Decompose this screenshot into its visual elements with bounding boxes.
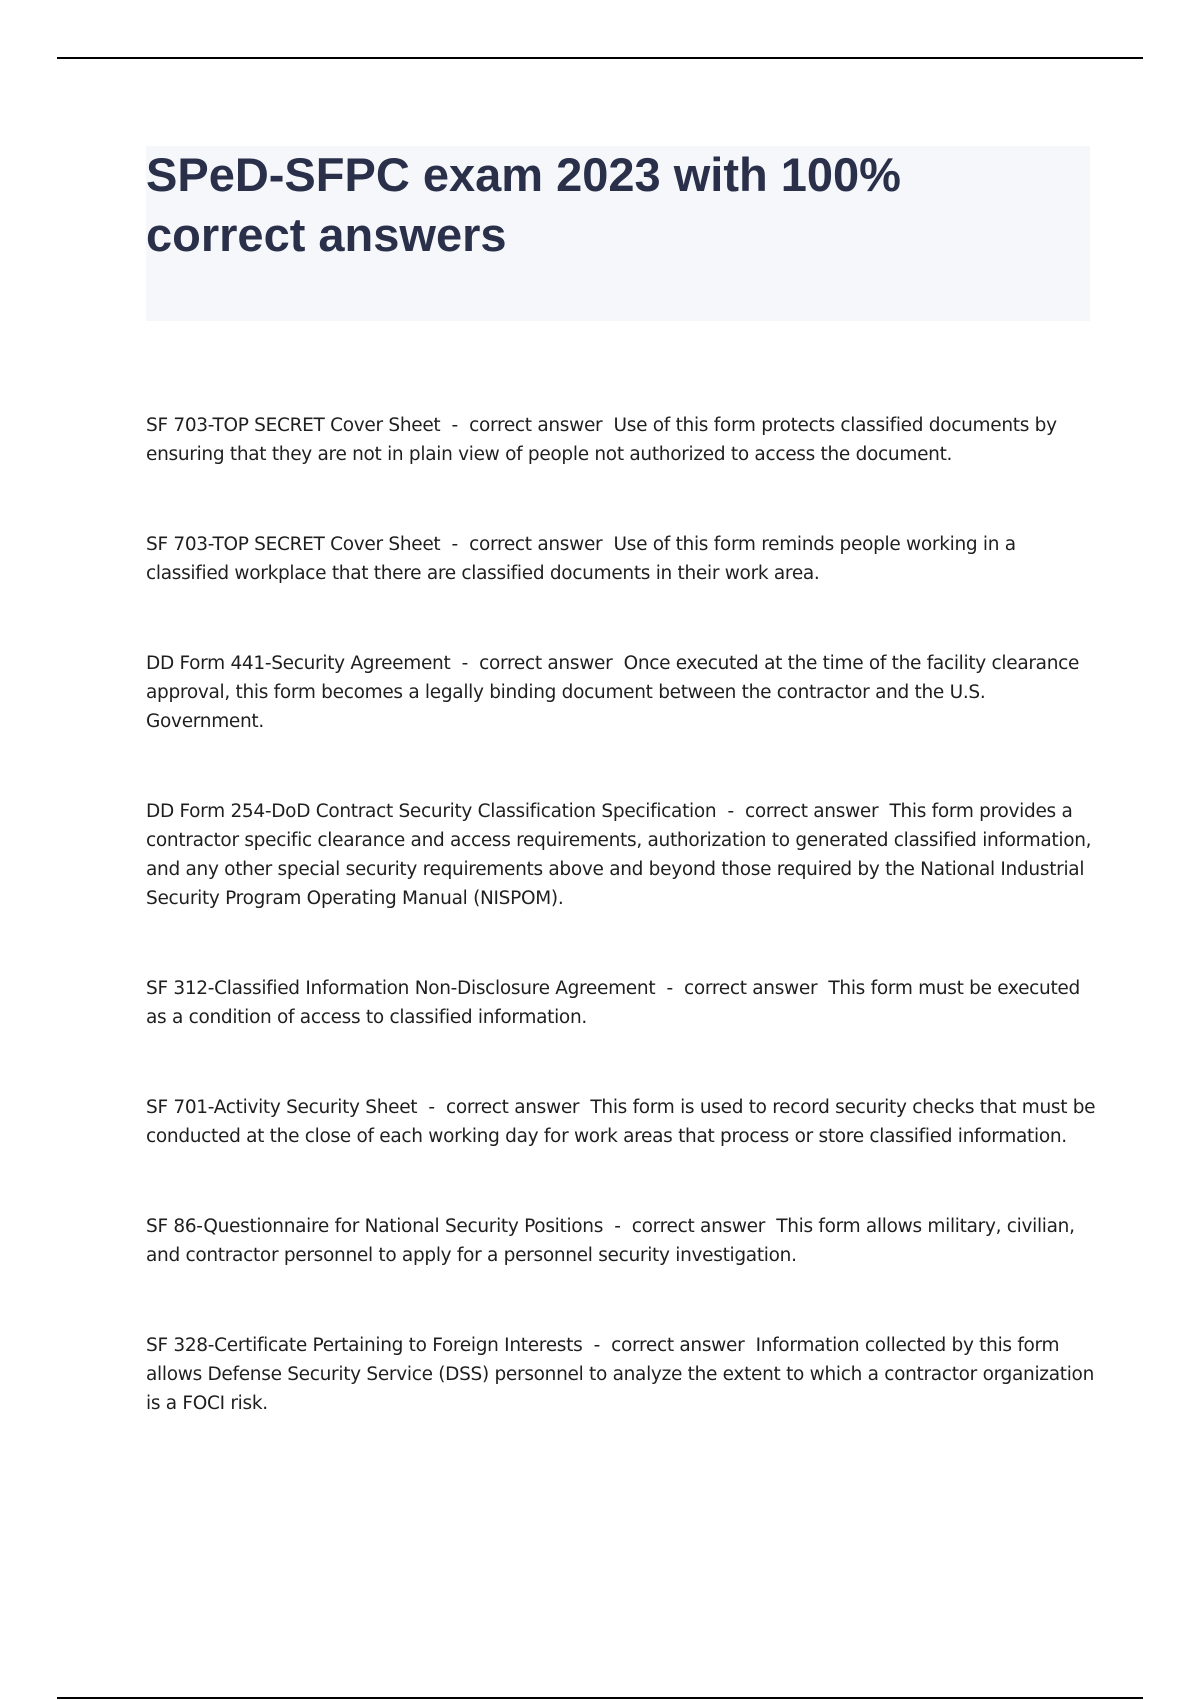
qa-entry — [146, 1093, 1096, 1151]
answer-separator: - correct answer — [417, 1097, 591, 1118]
qa-entry — [146, 797, 1096, 913]
entry-definition: Once executed at the time of the facility clearance approval, this form becomes a legally binding document between the contractor and the U.S. Government. — [146, 653, 1080, 732]
entry-definition: This form provides a contractor specific clearance and access requirements, authorization to generated classified information, and any other special security requirements above and beyond those required by the National Industrial Security Program Operating Manual (NISPOM). — [146, 801, 1092, 909]
qa-entry — [146, 1331, 1096, 1418]
entry-term: SF 312-Classified Information Non-Disclosure Agreement — [146, 978, 656, 999]
entry-definition: Use of this form protects classified documents by ensuring that they are not in plain view of people not authorized to access the document. — [146, 415, 1057, 465]
entry-term: SF 703-TOP SECRET Cover Sheet — [146, 534, 441, 555]
entry-term: SF 86-Questionnaire for National Security Positions — [146, 1216, 604, 1237]
qa-entry — [146, 974, 1096, 1032]
entry-term: DD Form 441-Security Agreement — [146, 653, 451, 674]
qa-list — [146, 411, 1096, 1418]
entry-definition: Use of this form reminds people working in a classified workplace that there are classified documents in their work area. — [146, 534, 1016, 584]
answer-separator: - correct answer — [582, 1335, 756, 1356]
entry-term: SF 701-Activity Security Sheet — [146, 1097, 418, 1118]
entry-term: DD Form 254-DoD Contract Security Classification Specification — [146, 801, 717, 822]
footer-rule — [57, 1697, 1143, 1699]
answer-separator: - correct answer — [716, 801, 890, 822]
entry-term: SF 703-TOP SECRET Cover Sheet — [146, 415, 441, 436]
qa-entry — [146, 649, 1096, 736]
answer-separator: - correct answer — [450, 653, 624, 674]
entry-definition: This form must be executed as a condition of access to classified information. — [146, 978, 1080, 1028]
entry-definition: This form allows military, civilian, and contractor personnel to apply for a personnel security investigation. — [146, 1216, 1075, 1266]
answer-separator: - correct answer — [440, 415, 614, 436]
answer-separator: - correct answer — [440, 534, 614, 555]
document-title: SPeD-SFPC exam 2023 with 100% correct answers — [146, 148, 901, 261]
qa-entry — [146, 1212, 1096, 1270]
header-rule — [57, 57, 1143, 59]
entry-definition: This form is used to record security checks that must be conducted at the close of each working day for work areas that process or store classified information. — [146, 1097, 1096, 1147]
answer-separator: - correct answer — [603, 1216, 777, 1237]
qa-entry — [146, 411, 1096, 469]
entry-term: SF 328-Certificate Pertaining to Foreign Interests — [146, 1335, 583, 1356]
answer-separator: - correct answer — [655, 978, 829, 999]
qa-entry — [146, 530, 1096, 588]
entry-definition: Information collected by this form allows Defense Security Service (DSS) personnel to analyze the extent to which a contractor organization is a FOCI risk. — [146, 1335, 1094, 1414]
